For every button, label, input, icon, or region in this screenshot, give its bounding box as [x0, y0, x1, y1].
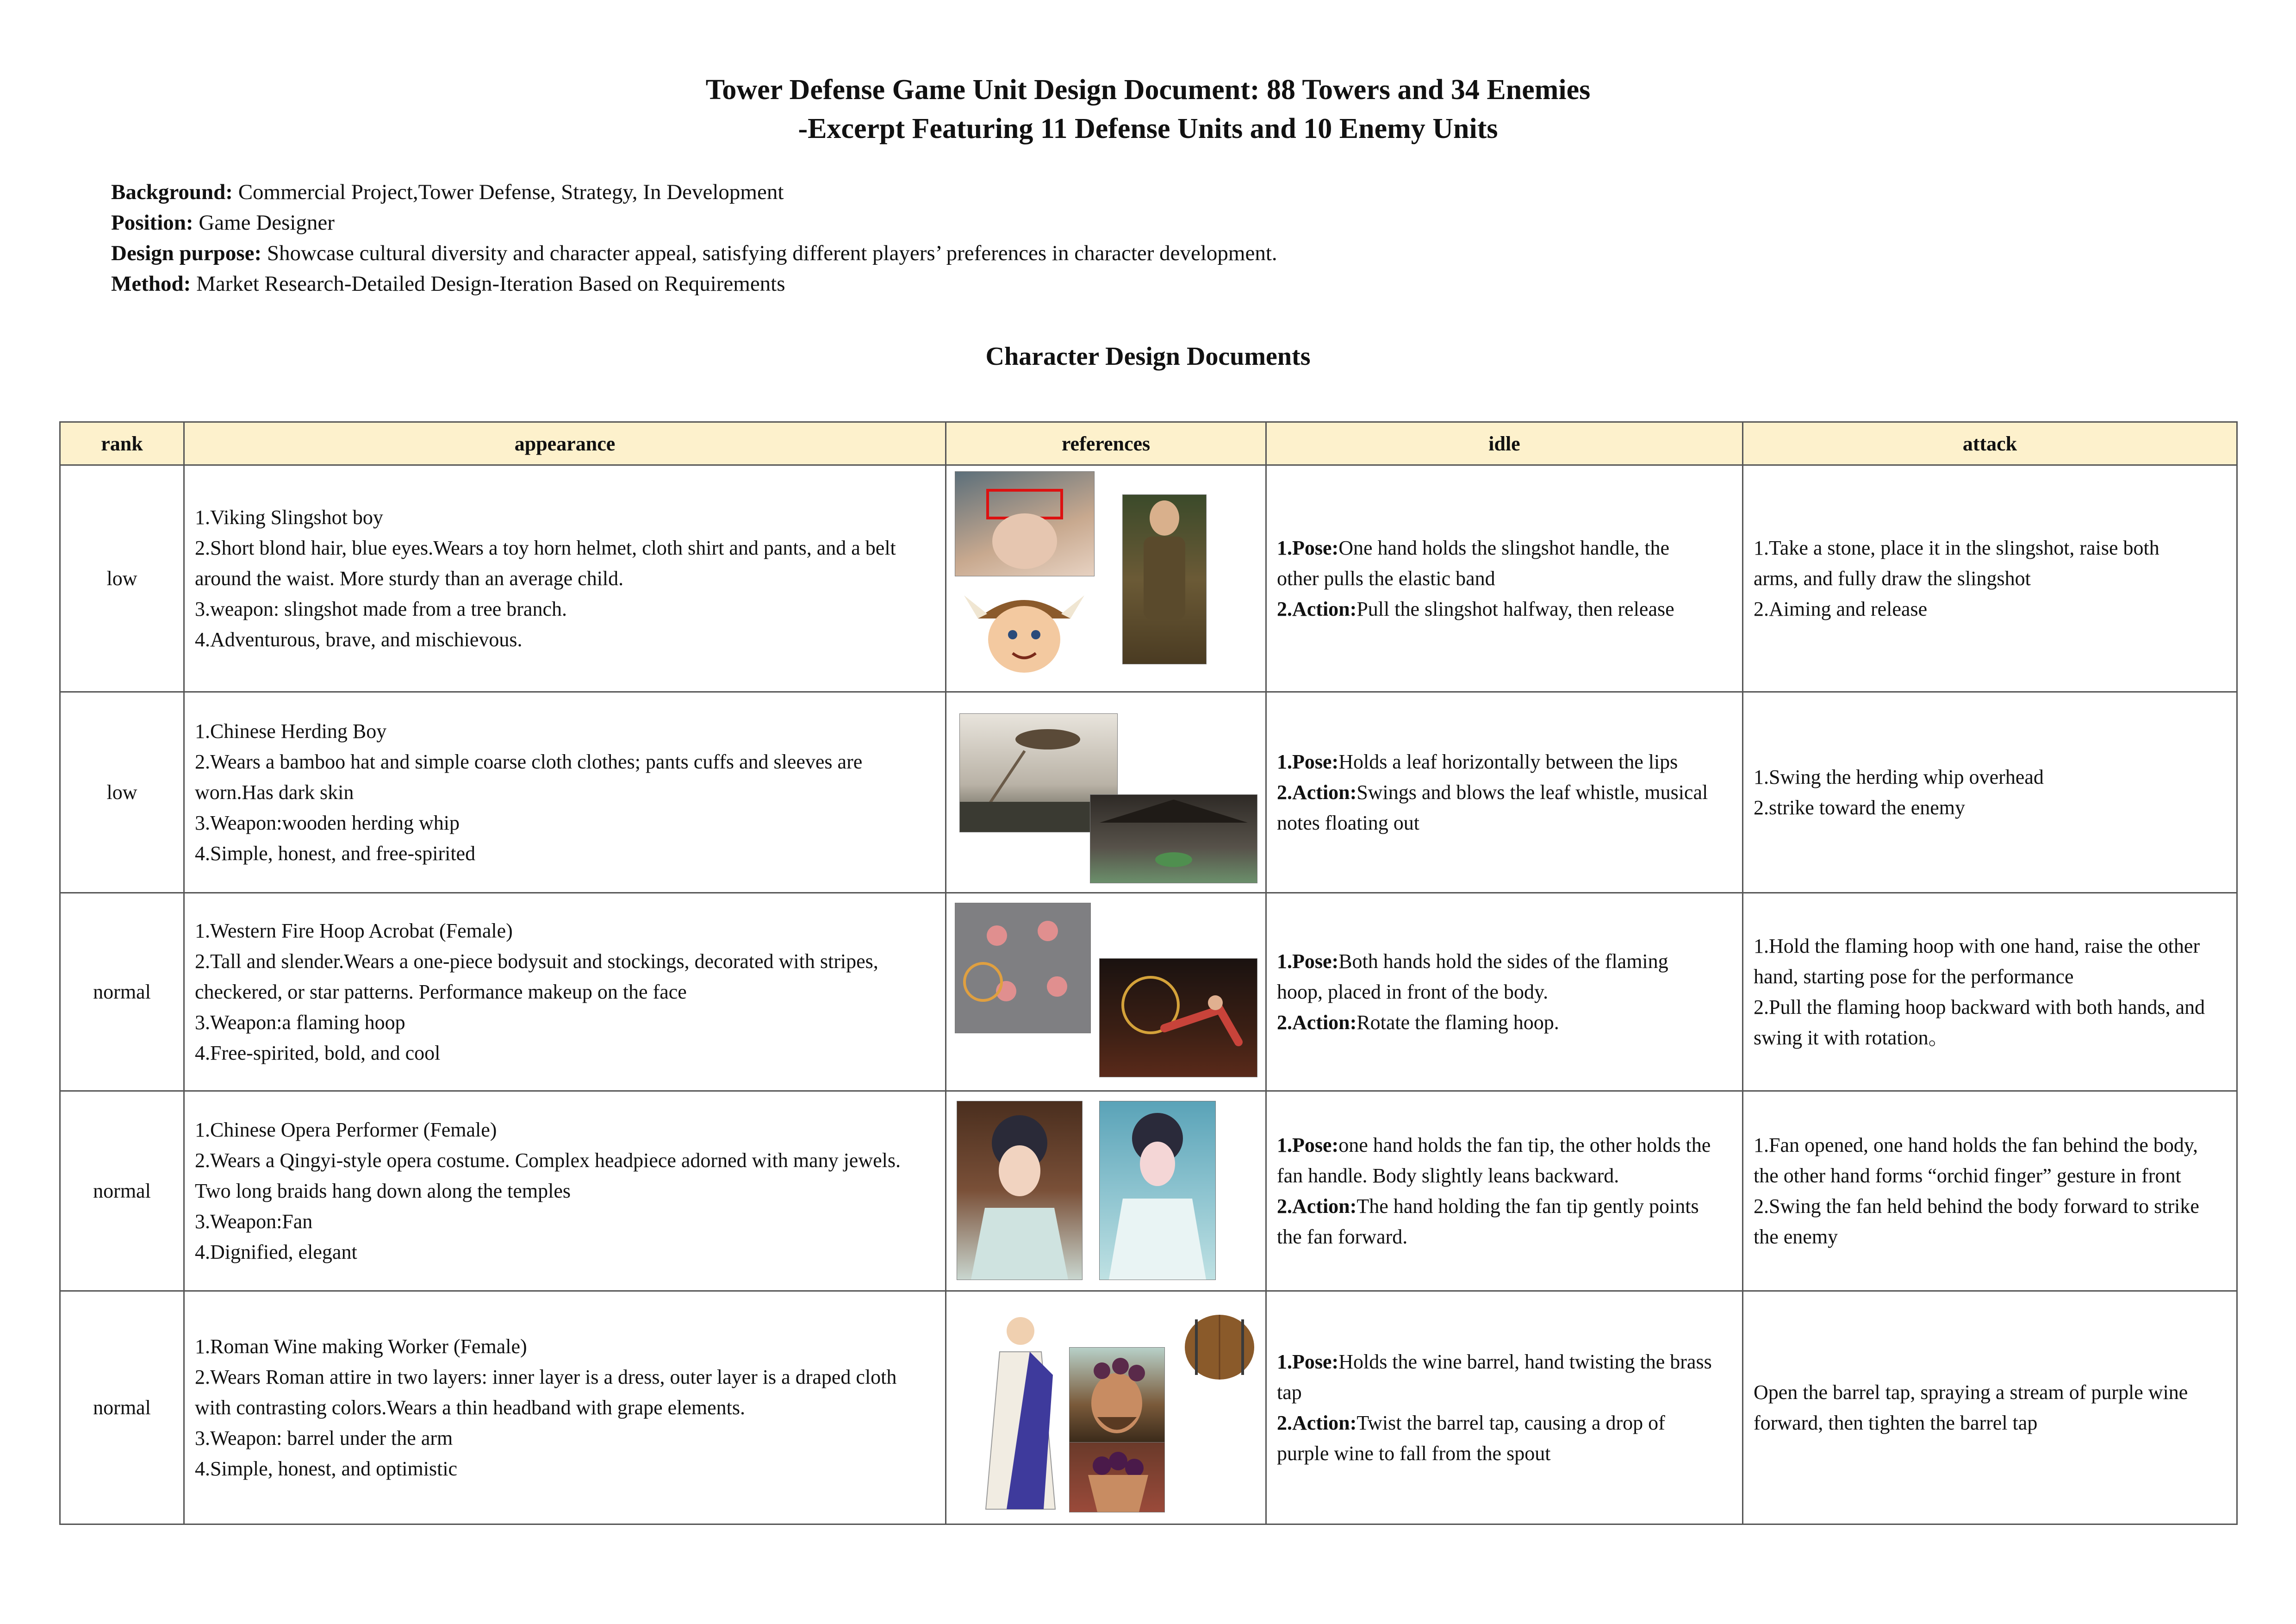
meta-position: Position: Game Designer: [111, 211, 335, 235]
rank-cell: normal: [60, 1291, 184, 1524]
header-appearance: appearance: [184, 422, 946, 465]
reference-image-acrobat-sketches: [955, 903, 1091, 1033]
references-cell: [946, 692, 1266, 893]
header-attack: attack: [1743, 422, 2237, 465]
appearance-cell: 1.Chinese Opera Performer (Female) 2.Wears a Qingyi-style opera costume. Complex headpiece adorned with many jewels. Two long braids hang down along the temples 3.Weapon:Fan 4.Dignified, elegant: [184, 1091, 946, 1291]
appearance-cell: 1.Chinese Herding Boy 2.Wears a bamboo hat and simple coarse cloth clothes; pants cuffs and sleeves are worn.Has dark skin 3.Weapon:wooden herding whip 4.Simple, honest, and free-spirited: [184, 692, 946, 893]
attack-cell: 1.Hold the flaming hoop with one hand, raise the other hand, starting pose for the performance 2.Pull the flaming hoop backward with both hands, and swing it with rotation。: [1743, 893, 2237, 1091]
document-title-line-2: -Excerpt Featuring 11 Defense Units and 10 Enemy Units: [798, 113, 1498, 144]
reference-image-leaf-whistle: [1090, 794, 1257, 883]
table-row: [60, 1091, 2237, 1291]
reference-image-viking-helmet: [955, 471, 1095, 576]
reference-image-opera-performer-2: [1099, 1101, 1216, 1280]
attack-cell: Open the barrel tap, spraying a stream of purple wine forward, then tighten the barrel tap: [1743, 1291, 2237, 1524]
reference-image-wine-barrel: [1180, 1310, 1259, 1384]
meta-method: Method: Market Research-Detailed Design-Iteration Based on Requirements: [111, 272, 785, 296]
references-cell: [946, 1291, 1266, 1524]
document-title-line-1: Tower Defense Game Unit Design Document: 88 Towers and 34 Enemies: [705, 74, 1591, 106]
idle-cell: 1.Pose:Holds a leaf horizontally between the lips 2.Action:Swings and blows the leaf whistle, musical notes floating out: [1266, 692, 1743, 893]
header-rank: rank: [60, 422, 184, 465]
meta-background: Background: Commercial Project,Tower Defense, Strategy, In Development: [111, 180, 784, 204]
rank-cell: normal: [60, 893, 184, 1091]
idle-cell: 1.Pose:one hand holds the fan tip, the other holds the fan handle. Body slightly leans backward. 2.Action:The hand holding the fan tip gently points the fan forward.: [1266, 1091, 1743, 1291]
appearance-cell: 1.Viking Slingshot boy 2.Short blond hair, blue eyes.Wears a toy horn helmet, cloth shirt and pants, and a belt around the waist. More sturdy than an average child. 3.weapon: slingshot made from a tree branch. 4.Adventurous, brave, and mischievous.: [184, 465, 946, 692]
attack-cell: 1.Fan opened, one hand holds the fan behind the body, the other hand forms “orchid finger” gesture in front 2.Swing the fan held behind the body forward to strike the enemy: [1743, 1091, 2237, 1291]
reference-image-hoop-performer: [1099, 958, 1257, 1077]
table-header-row: [60, 422, 2237, 465]
appearance-cell: 1.Roman Wine making Worker (Female) 2.Wears Roman attire in two layers: inner layer is a dress, outer layer is a draped cloth with contrasting colors.Wears a thin headband with grape elements. 3.Weapon: barrel under the arm 4.Simple, honest, and optimistic: [184, 1291, 946, 1524]
reference-image-costume: [1122, 494, 1207, 664]
reference-image-opera-performer-1: [957, 1101, 1083, 1280]
table-row: [60, 465, 2237, 692]
references-cell: [946, 1091, 1266, 1291]
attack-cell: 1.Swing the herding whip overhead 2.strike toward the enemy: [1743, 692, 2237, 893]
idle-cell: 1.Pose:Holds the wine barrel, hand twisting the brass tap 2.Action:Twist the barrel tap, causing a drop of purple wine to fall from the spout: [1266, 1291, 1743, 1524]
table-row: [60, 893, 2237, 1091]
character-design-table: [59, 421, 2238, 1525]
idle-cell: 1.Pose:Both hands hold the sides of the flaming hoop, placed in front of the body. 2.Action:Rotate the flaming hoop.: [1266, 893, 1743, 1091]
rank-cell: low: [60, 692, 184, 893]
header-references: references: [946, 422, 1266, 465]
attack-cell: 1.Take a stone, place it in the slingshot, raise both arms, and fully draw the slingshot 2.Aiming and release: [1743, 465, 2237, 692]
header-idle: idle: [1266, 422, 1743, 465]
table-row: [60, 1291, 2237, 1524]
rank-cell: normal: [60, 1091, 184, 1291]
reference-image-roman-attire: [974, 1310, 1067, 1514]
section-title: Character Design Documents: [985, 342, 1311, 371]
meta-design-purpose: Design purpose: Showcase cultural diversity and character appeal, satisfying different players’ preferences in character development.: [111, 241, 1277, 265]
reference-image-grape-crown: [1069, 1442, 1165, 1512]
reference-image-cartoon-boy: [959, 577, 1089, 679]
reference-image-bacchus-portrait: [1069, 1347, 1165, 1443]
idle-cell: 1.Pose:One hand holds the slingshot handle, the other pulls the elastic band 2.Action:Pull the slingshot halfway, then release: [1266, 465, 1743, 692]
references-cell: [946, 893, 1266, 1091]
references-cell: [946, 465, 1266, 692]
table-row: [60, 692, 2237, 893]
rank-cell: low: [60, 465, 184, 692]
project-meta: [111, 177, 1277, 299]
appearance-cell: 1.Western Fire Hoop Acrobat (Female) 2.Tall and slender.Wears a one-piece bodysuit and stockings, decorated with stripes, checkered, or star patterns. Performance makeup on the face 3.Weapon:a flaming hoop 4.Free-spirited, bold, and cool: [184, 893, 946, 1091]
